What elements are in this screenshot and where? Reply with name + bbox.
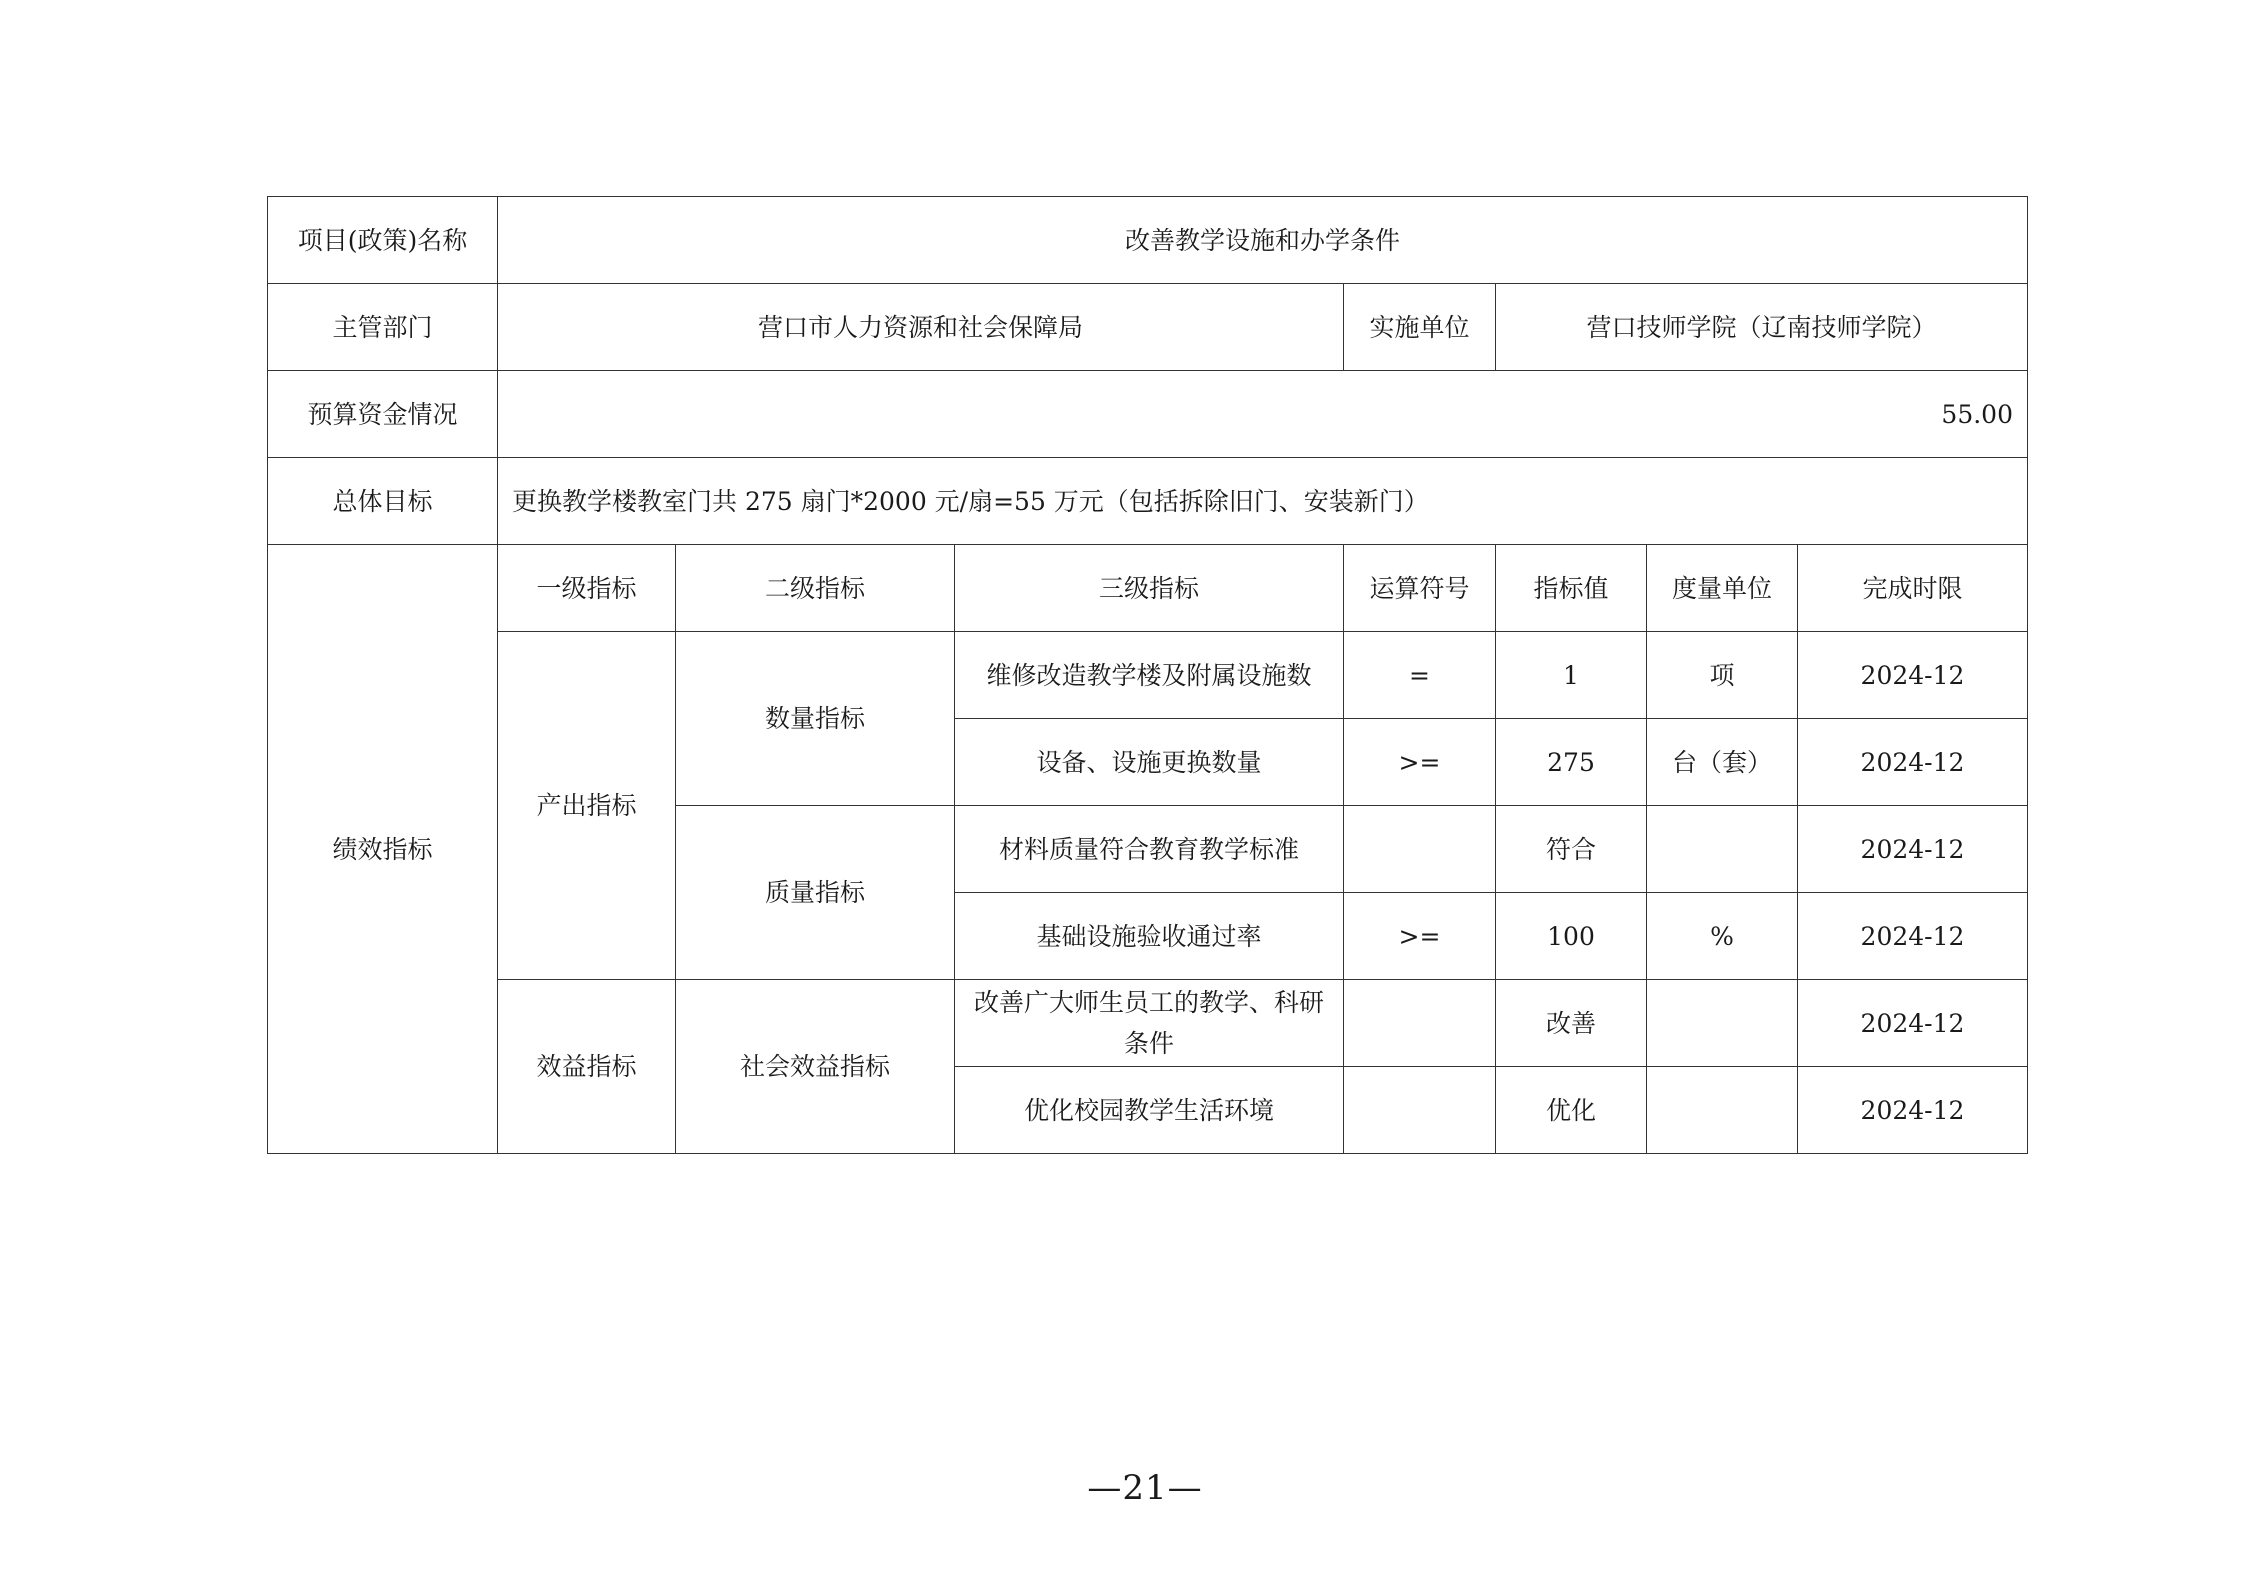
indicator-level3: 改善广大师生员工的教学、科研条件 <box>955 980 1344 1067</box>
group-benefit: 效益指标 <box>498 980 676 1154</box>
project-name-row <box>268 197 2028 284</box>
group-quality: 质量指标 <box>676 806 955 980</box>
indicator-deadline: 2024-12 <box>1798 632 2028 719</box>
indicator-unit: % <box>1647 893 1798 980</box>
indicator-operator: = <box>1344 632 1496 719</box>
overall-goal-row <box>268 458 2028 545</box>
indicator-unit: 项 <box>1647 632 1798 719</box>
indicator-value: 改善 <box>1496 980 1647 1067</box>
header-indicator-value: 指标值 <box>1496 545 1647 632</box>
department-label: 主管部门 <box>268 284 498 371</box>
budget-row <box>268 371 2028 458</box>
indicator-unit <box>1647 806 1798 893</box>
indicator-unit: 台（套） <box>1647 719 1798 806</box>
indicator-deadline: 2024-12 <box>1798 893 2028 980</box>
header-level1: 一级指标 <box>498 545 676 632</box>
indicator-operator: >= <box>1344 719 1496 806</box>
header-deadline: 完成时限 <box>1798 545 2028 632</box>
header-unit: 度量单位 <box>1647 545 1798 632</box>
implementing-unit-value: 营口技师学院（辽南技师学院） <box>1496 284 2028 371</box>
project-name-label: 项目(政策)名称 <box>268 197 498 284</box>
indicator-value: 100 <box>1496 893 1647 980</box>
indicator-unit <box>1647 1067 1798 1154</box>
indicator-deadline: 2024-12 <box>1798 1067 2028 1154</box>
group-social: 社会效益指标 <box>676 980 955 1154</box>
indicator-value: 符合 <box>1496 806 1647 893</box>
department-value: 营口市人力资源和社会保障局 <box>498 284 1344 371</box>
indicator-deadline: 2024-12 <box>1798 806 2028 893</box>
department-row <box>268 284 2028 371</box>
indicator-deadline: 2024-12 <box>1798 980 2028 1067</box>
indicator-value: 优化 <box>1496 1067 1647 1154</box>
indicator-value: 1 <box>1496 632 1647 719</box>
indicator-level3: 材料质量符合教育教学标准 <box>955 806 1344 893</box>
table-row <box>268 980 2028 1067</box>
overall-goal-value: 更换教学楼教室门共 275 扇门*2000 元/扇=55 万元（包括拆除旧门、安装新门） <box>498 458 2028 545</box>
group-output: 产出指标 <box>498 632 676 980</box>
table-row <box>268 632 2028 719</box>
header-level3: 三级指标 <box>955 545 1344 632</box>
indicator-deadline: 2024-12 <box>1798 719 2028 806</box>
indicator-header-row <box>268 545 2028 632</box>
indicator-operator <box>1344 806 1496 893</box>
header-level2: 二级指标 <box>676 545 955 632</box>
group-quantity: 数量指标 <box>676 632 955 806</box>
performance-target-table <box>267 196 2028 1154</box>
indicator-unit <box>1647 980 1798 1067</box>
overall-goal-label: 总体目标 <box>268 458 498 545</box>
indicator-level3: 维修改造教学楼及附属设施数 <box>955 632 1344 719</box>
indicator-operator: >= <box>1344 893 1496 980</box>
indicator-level3: 设备、设施更换数量 <box>955 719 1344 806</box>
indicator-value: 275 <box>1496 719 1647 806</box>
indicator-operator <box>1344 980 1496 1067</box>
page-number: —21— <box>1087 1468 1203 1508</box>
indicator-level3: 优化校园教学生活环境 <box>955 1067 1344 1154</box>
project-name-value: 改善教学设施和办学条件 <box>498 197 2028 284</box>
implementing-unit-label: 实施单位 <box>1344 284 1496 371</box>
performance-target-sheet <box>267 196 2027 1154</box>
indicator-level3: 基础设施验收通过率 <box>955 893 1344 980</box>
indicator-operator <box>1344 1067 1496 1154</box>
budget-value: 55.00 <box>498 371 2028 458</box>
performance-label: 绩效指标 <box>268 545 498 1154</box>
header-operator: 运算符号 <box>1344 545 1496 632</box>
budget-label: 预算资金情况 <box>268 371 498 458</box>
